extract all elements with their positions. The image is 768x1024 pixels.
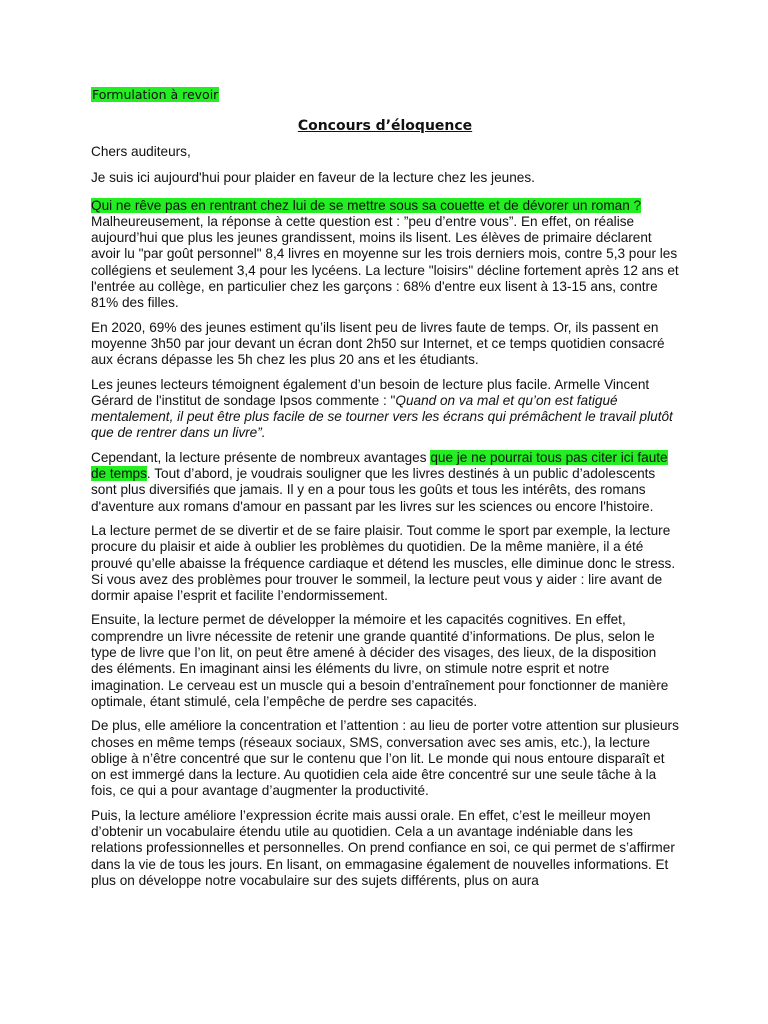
paragraph-1 <box>91 198 679 312</box>
ipsos-quote: Quand on va mal et qu’on est fatigué mentalement, il peut être plus facile de se tourner vers les écrans qui prémâchent le travail plutôt que de rentrer dans un livre”. <box>91 392 673 441</box>
document-title: Concours d’éloquence <box>297 118 473 134</box>
paragraph-1-text: Malheureusement, la réponse à cette question est : ”peu d’entre vous”. En effet, on réalise aujourd’hui que plus les jeunes grandissent, moins ils lisent. Les élèves de primaire déclarent avoir lu "par goût personnel" 8,4 livres en moyenne sur les trois derniers mois, contre 5,3 pour les collégiens et seulement 3,4 pour les lycéens. La lecture "loisirs" décline fortement après 12 ans et l'entrée au collège, en particulier chez les garçons : 68% d'entre eux lisent à 13-15 ans, contre 81% des filles. <box>91 213 679 311</box>
paragraph-2: En 2020, 69% des jeunes estiment qu’ils lisent peu de livres faute de temps. Or, ils passent en moyenne 3h50 par jour devant un écran dont 2h50 sur Internet, et ce temps quotidien consacré aux écrans dépasse les 5h chez les plus 20 ans et les étudiants. <box>91 319 665 368</box>
document-body <box>91 86 679 897</box>
paragraph-4-text-after: . Tout d’abord, je voudrais souligner que les livres destinés à un public d’adolescents sont plus diversifiés que jamais. Il y en a pour tous les goûts et tous les intérêts, des romans d'aventure aux romans d'amour en passant par les livres sur les sciences ou encore l'histoire. <box>91 466 656 514</box>
highlighted-question: Qui ne rêve pas en rentrant chez lui de se mettre sous sa couette et de dévorer un roman ? <box>91 197 642 213</box>
intro-paragraph: Je suis ici aujourd'hui pour plaider en faveur de la lecture chez les jeunes. <box>91 170 535 186</box>
paragraph-7: De plus, elle améliore la concentration et l’attention : au lieu de porter votre attention sur plusieurs choses en même temps (réseaux sociaux, SMS, conversation avec ses amis, etc.), la lecture oblige à n’être concentré que sur le contenu que l’on lit. Le monde qui nous entoure disparaît et on est immergé dans la lecture. Au quotidien cela aide être concentré sur une seule tâche à la fois, ce qui a pour avantage d’augmenter la productivité. <box>91 718 679 799</box>
paragraph-6: Ensuite, la lecture permet de développer la mémoire et les capacités cognitives. En effet, comprendre un livre nécessite de retenir une grande quantité d’informations. De plus, selon le type de livre que l’on lit, on peut être amené à décider des visages, des lieux, de la disposition des éléments. En imaginant ainsi les éléments du livre, on stimule notre esprit et notre imagination. Le cerveau est un muscle qui a besoin d’entraînement pour fonctionner de manière optimale, étant stimulé, cela l’empêche de perdre ses capacités. <box>91 612 669 709</box>
review-note-row <box>91 86 679 108</box>
paragraph-3 <box>91 377 679 442</box>
highlighted-phrase: que je ne pourrai tous pas citer ici faute de temps <box>91 449 668 482</box>
paragraph-5: La lecture permet de se divertir et de se faire plaisir. Tout comme le sport par exemple, la lecture procure du plaisir et aide à oublier les problèmes du quotidien. De la même manière, il a été prouvé qu’elle abaisse la fréquence cardiaque et détend les muscles, elle diminue donc le stress. Si vous avez des problèmes pour trouver le sommeil, la lecture peut vous y aider : lire avant de dormir apaise l’esprit et facilite l’endormissement. <box>91 522 676 604</box>
paragraph-4 <box>91 450 679 515</box>
paragraph-4-text-before: Cependant, la lecture présente de nombreux avantages <box>91 449 431 465</box>
paragraph-3-text: Les jeunes lecteurs témoignent également d’un besoin de lecture plus facile. Armelle Vincent Gérard de l'institut de sondage Ipsos commente : " <box>91 376 650 408</box>
review-note-label: Formulation à revoir <box>92 87 219 102</box>
greeting: Chers auditeurs, <box>91 144 191 159</box>
paragraph-8: Puis, la lecture améliore l’expression écrite mais aussi orale. En effet, c’est le meilleur moyen d’obtenir un vocabulaire étendu utile au quotidien. Cela a un avantage indéniable dans les relations professionnelles et personnelles. On prend confiance en soi, ce qui permet de s’affirmer dans la vie de tous les jours. En lisant, on emmagasine également de nouvelles informations. Et plus on développe notre vocabulaire sur des sujets différents, plus on aura <box>91 807 675 888</box>
